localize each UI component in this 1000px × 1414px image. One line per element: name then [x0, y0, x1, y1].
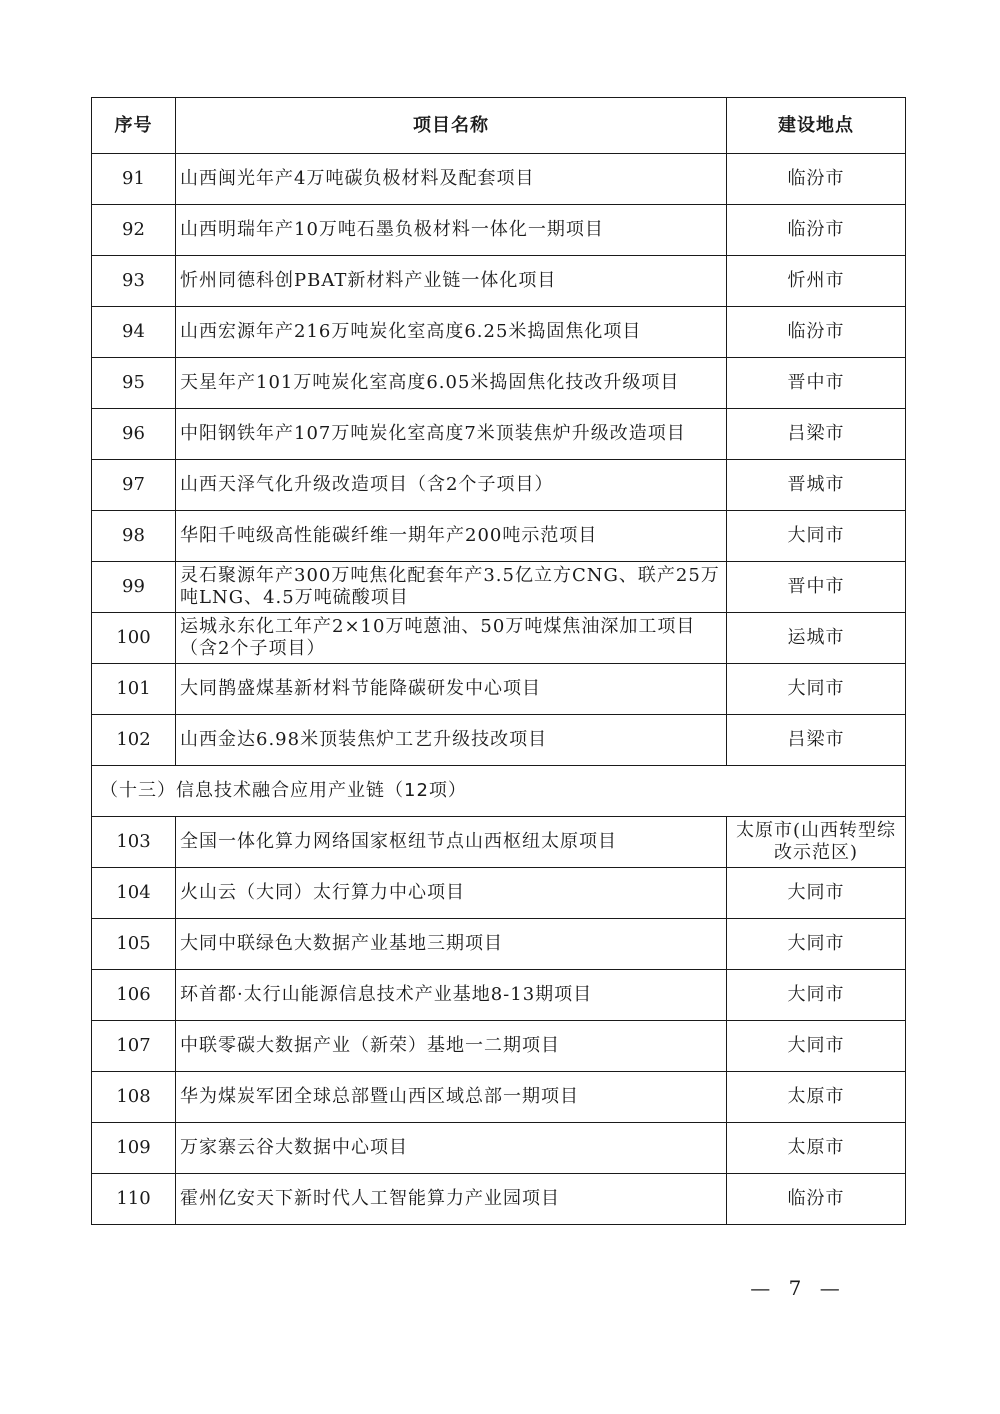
row-location: 太原市 — [727, 1123, 906, 1174]
row-project-name: 灵石聚源年产300万吨焦化配套年产3.5亿立方CNG、联产25万吨LNG、4.5万吨硫酸项目 — [176, 562, 727, 613]
row-location: 忻州市 — [727, 256, 906, 307]
table-row — [92, 1021, 906, 1072]
row-location: 临汾市 — [727, 154, 906, 205]
page-number: — 7 — — [750, 1276, 846, 1300]
row-project-name: 霍州亿安天下新时代人工智能算力产业园项目 — [176, 1174, 727, 1225]
row-number: 91 — [92, 154, 176, 205]
row-location: 晋中市 — [727, 562, 906, 613]
row-number: 108 — [92, 1072, 176, 1123]
section-title: （十三）信息技术融合应用产业链（12项） — [92, 766, 906, 817]
table-row — [92, 817, 906, 868]
row-location: 大同市 — [727, 919, 906, 970]
row-number: 101 — [92, 664, 176, 715]
table-row — [92, 919, 906, 970]
row-project-name: 山西明瑞年产10万吨石墨负极材料一体化一期项目 — [176, 205, 727, 256]
table-row — [92, 970, 906, 1021]
row-number: 110 — [92, 1174, 176, 1225]
header-number: 序号 — [92, 98, 176, 154]
table-body-a — [92, 154, 906, 766]
row-project-name: 大同中联绿色大数据产业基地三期项目 — [176, 919, 727, 970]
header-location: 建设地点 — [727, 98, 906, 154]
row-number: 99 — [92, 562, 176, 613]
row-number: 107 — [92, 1021, 176, 1072]
row-project-name: 天星年产101万吨炭化室高度6.05米捣固焦化技改升级项目 — [176, 358, 727, 409]
row-number: 98 — [92, 511, 176, 562]
row-project-name: 万家寨云谷大数据中心项目 — [176, 1123, 727, 1174]
row-location: 太原市(山西转型综改示范区) — [727, 817, 906, 868]
row-number: 97 — [92, 460, 176, 511]
row-project-name: 山西宏源年产216万吨炭化室高度6.25米捣固焦化项目 — [176, 307, 727, 358]
row-location: 临汾市 — [727, 205, 906, 256]
table-row — [92, 511, 906, 562]
table-row — [92, 868, 906, 919]
table-row — [92, 1072, 906, 1123]
table-row — [92, 715, 906, 766]
row-location: 吕梁市 — [727, 409, 906, 460]
row-project-name: 全国一体化算力网络国家枢纽节点山西枢纽太原项目 — [176, 817, 727, 868]
table-header — [92, 98, 906, 154]
row-location: 吕梁市 — [727, 715, 906, 766]
row-location: 晋中市 — [727, 358, 906, 409]
row-location: 大同市 — [727, 511, 906, 562]
table-row — [92, 664, 906, 715]
table-row — [92, 409, 906, 460]
table-row — [92, 562, 906, 613]
row-number: 104 — [92, 868, 176, 919]
row-location: 大同市 — [727, 970, 906, 1021]
row-location: 临汾市 — [727, 1174, 906, 1225]
row-project-name: 中阳钢铁年产107万吨炭化室高度7米顶装焦炉升级改造项目 — [176, 409, 727, 460]
section-row-group — [92, 766, 906, 817]
row-location: 运城市 — [727, 613, 906, 664]
project-table — [91, 97, 906, 1225]
row-location: 临汾市 — [727, 307, 906, 358]
row-location: 大同市 — [727, 664, 906, 715]
row-number: 94 — [92, 307, 176, 358]
row-project-name: 大同鹊盛煤基新材料节能降碳研发中心项目 — [176, 664, 727, 715]
row-project-name: 山西金达6.98米顶装焦炉工艺升级技改项目 — [176, 715, 727, 766]
row-project-name: 忻州同德科创PBAT新材料产业链一体化项目 — [176, 256, 727, 307]
table-row — [92, 256, 906, 307]
table-row — [92, 358, 906, 409]
row-number: 100 — [92, 613, 176, 664]
row-project-name: 环首都·太行山能源信息技术产业基地8-13期项目 — [176, 970, 727, 1021]
row-project-name: 华为煤炭军团全球总部暨山西区域总部一期项目 — [176, 1072, 727, 1123]
row-number: 106 — [92, 970, 176, 1021]
row-number: 105 — [92, 919, 176, 970]
table-row — [92, 154, 906, 205]
row-number: 95 — [92, 358, 176, 409]
row-number: 102 — [92, 715, 176, 766]
header-project-name: 项目名称 — [176, 98, 727, 154]
table-row — [92, 1123, 906, 1174]
row-number: 109 — [92, 1123, 176, 1174]
section-row — [92, 766, 906, 817]
row-number: 93 — [92, 256, 176, 307]
table-row — [92, 613, 906, 664]
table-body-b — [92, 817, 906, 1225]
row-number: 92 — [92, 205, 176, 256]
row-location: 大同市 — [727, 1021, 906, 1072]
table-row — [92, 460, 906, 511]
row-project-name: 山西闽光年产4万吨碳负极材料及配套项目 — [176, 154, 727, 205]
row-project-name: 山西天泽气化升级改造项目（含2个子项目） — [176, 460, 727, 511]
row-number: 96 — [92, 409, 176, 460]
table-row — [92, 307, 906, 358]
row-project-name: 中联零碳大数据产业（新荣）基地一二期项目 — [176, 1021, 727, 1072]
row-number: 103 — [92, 817, 176, 868]
row-project-name: 华阳千吨级高性能碳纤维一期年产200吨示范项目 — [176, 511, 727, 562]
row-project-name: 运城永东化工年产2×10万吨蒽油、50万吨煤焦油深加工项目（含2个子项目） — [176, 613, 727, 664]
table-row — [92, 1174, 906, 1225]
row-location: 太原市 — [727, 1072, 906, 1123]
row-project-name: 火山云（大同）太行算力中心项目 — [176, 868, 727, 919]
row-location: 大同市 — [727, 868, 906, 919]
row-location: 晋城市 — [727, 460, 906, 511]
table-row — [92, 205, 906, 256]
